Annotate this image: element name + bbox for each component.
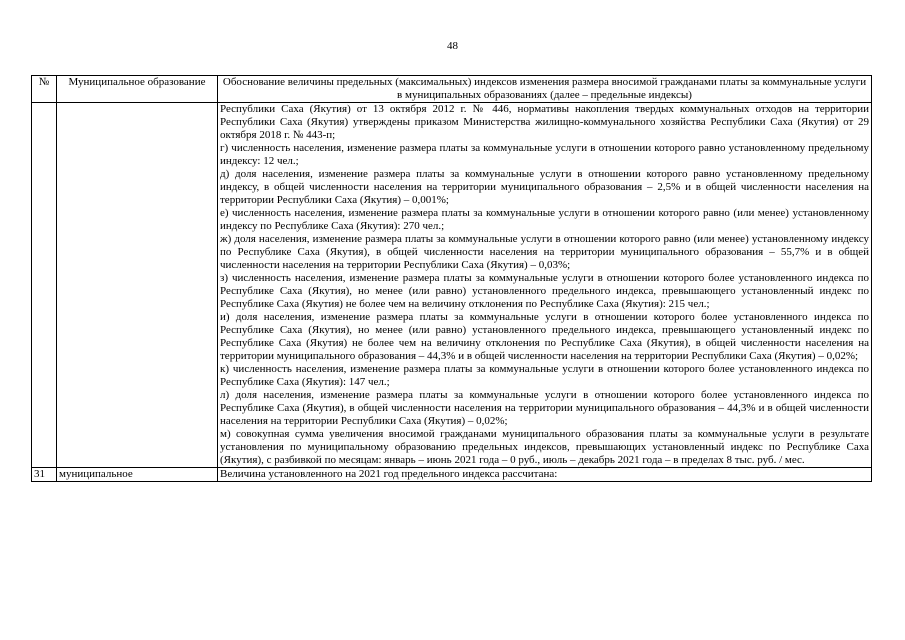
paragraph-intro: Республики Саха (Якутия) от 13 октября 2012 г. № 446, нормативы накопления твердых коммунальных отходов на территории Республики Саха (Якутия) утверждены приказом Министерства жилищно-коммунального хозяйства Республики Саха (Якутия) от 29 октября 2018 г. № 443-п; bbox=[220, 103, 869, 141]
paragraph-z: з) численность населения, изменение размера платы за коммунальные услуги в отношении которого более установленного индекса по Республике Саха (Якутия), но менее (или равно) установленного предельного индекса, превышающего установленный индекс по Республике Саха (Якутия) не более чем на величину отклонения по Республике Саха (Якутия): 215 чел.; bbox=[220, 272, 869, 310]
header-municipality: Муниципальное образование bbox=[57, 76, 218, 103]
paragraph-l: л) доля населения, изменение размера платы за коммунальные услуги в отношении которого более установленного индекса по Республике Саха (Якутия), в общей численности населения на территории муниципального образования – 44,3% и в общей численности населения на территории Республики Саха (Якутия) – 0,02%; bbox=[220, 389, 869, 427]
justification-table bbox=[31, 75, 872, 482]
row-number-cell bbox=[32, 103, 57, 468]
table-header-row bbox=[32, 76, 872, 103]
row-justification-cell: Величина установленного на 2021 год предельного индекса рассчитана: bbox=[218, 468, 872, 482]
row-municipality-cell: муниципальное bbox=[57, 468, 218, 482]
paragraph-g: г) численность населения, изменение размера платы за коммунальные услуги в отношении которого равно установленному предельному индексу: 12 чел.; bbox=[220, 142, 869, 167]
row-number-cell: 31 bbox=[32, 468, 57, 482]
table-row bbox=[32, 103, 872, 468]
paragraph-d: д) доля населения, изменение размера платы за коммунальные услуги в отношении которого равно установленному предельному индексу, в общей численности населения на территории муниципального образования – 2,5% и в общей численности населения на территории Республики Саха (Якутия) – 0,001%; bbox=[220, 168, 869, 206]
row-municipality-cell bbox=[57, 103, 218, 468]
row-justification-cell bbox=[218, 103, 872, 468]
paragraph-zh: ж) доля населения, изменение размера платы за коммунальные услуги в отношении которого равно (или менее) установленному индексу по Республике Саха (Якутия), в общей численности населения на территории муниципального образования – 55,7% и в общей численности населения на территории Республики Саха (Якутия) – 0,03%; bbox=[220, 233, 869, 271]
paragraph-k: к) численность населения, изменение размера платы за коммунальные услуги в отношении которого более установленного индекса по Республике Саха (Якутия): 147 чел.; bbox=[220, 363, 869, 388]
page-number: 48 bbox=[447, 40, 458, 52]
table-row bbox=[32, 468, 872, 482]
paragraph-m: м) совокупная сумма увеличения вносимой гражданами муниципального образования платы за коммунальные услуги в результате установления по муниципальному образованию предельных индексов, превышающих установленный индекс по Республике Саха (Якутия), с разбивкой по месяцам: январь – июнь 2021 года – 0 руб., июль – декабрь 2021 года – в пределах 8 тыс. руб. / мес. bbox=[220, 428, 869, 466]
paragraph-e: е) численность населения, изменение размера платы за коммунальные услуги в отношении которого равно (или менее) установленному индексу по Республике Саха (Якутия): 270 чел.; bbox=[220, 207, 869, 232]
paragraph-i: и) доля населения, изменение размера платы за коммунальные услуги в отношении которого более установленного индекса по Республике Саха (Якутия), но менее (или равно) установленного предельного индекса, превышающего установленный индекс по Республике Саха (Якутия) не более чем на величину отклонения по Республике Саха (Якутия), в общей численности населения на территории муниципального образования – 44,3% и в общей численности населения на территории Республики Саха (Якутия) – 0,02%; bbox=[220, 311, 869, 362]
header-justification: Обоснование величины предельных (максимальных) индексов изменения размера вносимой гражданами платы за коммунальные услуги в муниципальных образованиях (далее – предельные индексы) bbox=[218, 76, 872, 103]
header-number: № bbox=[32, 76, 57, 103]
